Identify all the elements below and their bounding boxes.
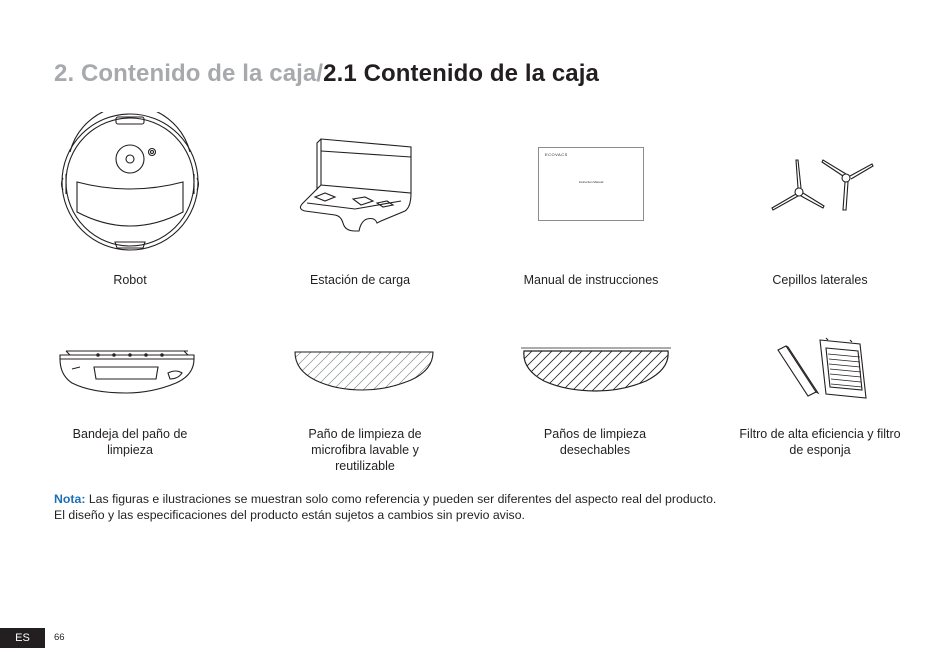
caption-mop-tray: Bandeja del paño de limpieza bbox=[72, 427, 188, 457]
caption-filter-sponge: Filtro de alta eficiencia y filtro de esponja bbox=[739, 427, 901, 457]
robot-vacuum-icon bbox=[55, 112, 205, 252]
page-number: 66 bbox=[54, 632, 65, 643]
subsection-title: 2.1 Contenido de la caja bbox=[323, 60, 599, 87]
language-tab: ES bbox=[0, 628, 45, 648]
caption-manual: Manual de instrucciones bbox=[523, 273, 659, 287]
page-heading bbox=[54, 60, 599, 88]
note-text-2: El diseño y las especificaciones del producto están sujetos a cambios sin previo aviso. bbox=[54, 508, 525, 522]
instruction-manual-icon bbox=[538, 147, 644, 221]
note-text-1: Las figuras e ilustraciones se muestran solo como referencia y pueden ser diferentes del aspecto real del producto. bbox=[88, 492, 717, 506]
note-line-1 bbox=[54, 491, 716, 507]
section-title: 2. Contenido de la caja bbox=[54, 60, 317, 87]
note-label: Nota: bbox=[54, 492, 86, 506]
manual-title: Instruction Manual bbox=[578, 180, 604, 184]
caption-charging-station: Estación de carga bbox=[309, 273, 411, 287]
side-brushes-icon bbox=[766, 156, 878, 216]
caption-robot: Robot bbox=[113, 273, 147, 287]
disposable-mop-pads-icon bbox=[518, 345, 674, 397]
caption-side-brushes: Cepillos laterales bbox=[772, 273, 868, 287]
filter-sponge-icon bbox=[774, 334, 870, 402]
washable-mop-pad-icon bbox=[291, 348, 437, 394]
mop-tray-icon bbox=[56, 345, 198, 397]
charging-station-icon bbox=[295, 135, 425, 235]
heading-separator: / bbox=[316, 60, 324, 87]
caption-washable-mop-pad: Paño de limpieza de microfibra lavable y reutilizable bbox=[308, 427, 422, 473]
caption-disposable-mop-pads: Paños de limpieza desechables bbox=[543, 427, 647, 457]
note-block bbox=[54, 491, 716, 523]
manual-brand: ECOVACS bbox=[545, 152, 568, 157]
